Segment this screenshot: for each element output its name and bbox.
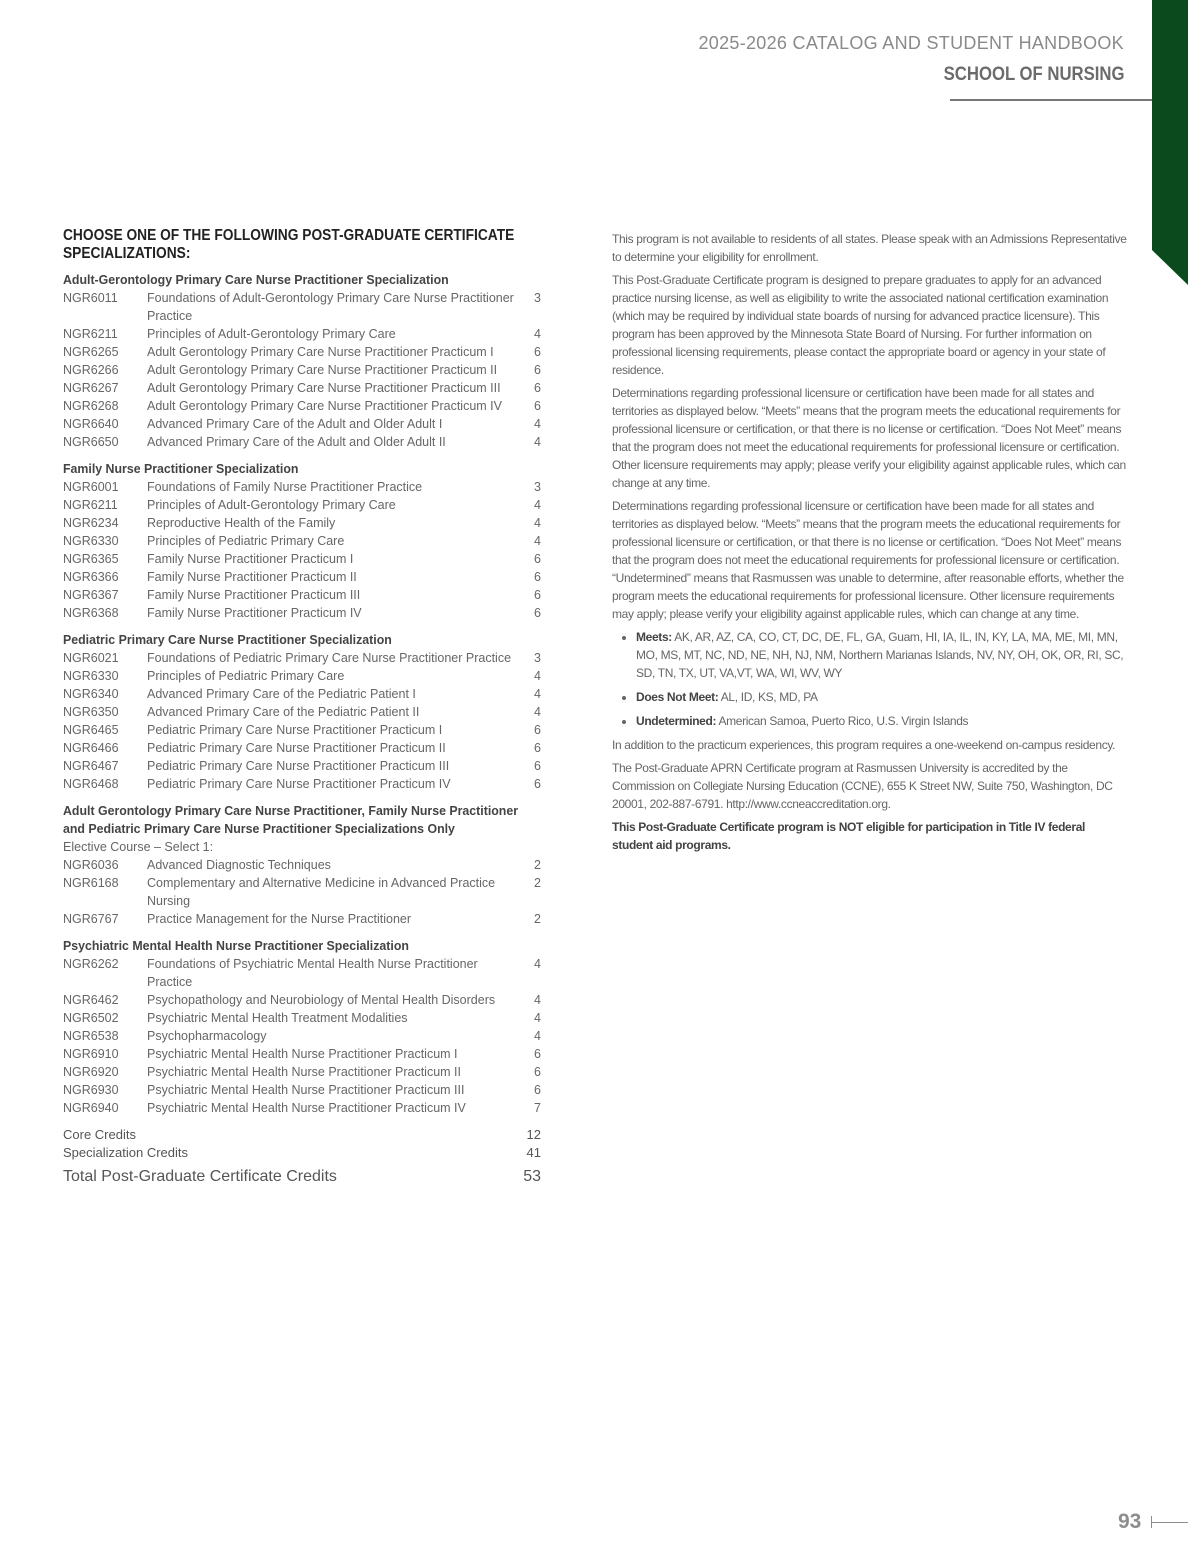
specialization-block bbox=[63, 460, 541, 622]
course-code: NGR6211 bbox=[63, 327, 118, 341]
course-name: Psychiatric Mental Health Nurse Practitioner Practicum I bbox=[147, 1047, 458, 1061]
course-row bbox=[63, 343, 541, 361]
meets-item bbox=[636, 628, 1127, 682]
course-row bbox=[63, 667, 541, 685]
course-code: NGR6368 bbox=[63, 606, 119, 620]
section-heading: CHOOSE ONE OF THE FOLLOWING POST-GRADUATE CERTIFICATE SPECIALIZATIONS: bbox=[63, 227, 515, 262]
course-code: NGR6350 bbox=[63, 705, 119, 719]
course-row bbox=[63, 775, 541, 793]
course-row bbox=[63, 379, 541, 397]
green-corner-tab bbox=[1152, 0, 1188, 285]
course-code: NGR6930 bbox=[63, 1083, 119, 1097]
course-credits: 4 bbox=[534, 327, 541, 341]
specialization-title: Family Nurse Practitioner Specialization bbox=[63, 461, 299, 476]
course-name: Adult Gerontology Primary Care Nurse Practitioner Practicum III bbox=[147, 381, 501, 395]
course-code: NGR6211 bbox=[63, 498, 118, 512]
course-row bbox=[63, 685, 541, 703]
course-credits: 3 bbox=[534, 651, 541, 665]
course-name: Foundations of Pediatric Primary Care Nurse Practitioner Practice bbox=[147, 651, 512, 665]
specialization-credits-value: 41 bbox=[526, 1145, 541, 1160]
school-name: SCHOOL OF NURSING bbox=[943, 64, 1124, 85]
course-credits: 6 bbox=[534, 570, 541, 584]
course-credits: 4 bbox=[534, 705, 541, 719]
course-name: Principles of Pediatric Primary Care bbox=[147, 534, 345, 548]
course-name: Psychopharmacology bbox=[147, 1029, 267, 1043]
course-row bbox=[63, 1081, 541, 1099]
course-name: Foundations of Psychiatric Mental Health Nurse Practitioner Practice bbox=[147, 957, 478, 989]
course-name: Pediatric Primary Care Nurse Practitioner Practicum III bbox=[147, 759, 450, 773]
course-name: Family Nurse Practitioner Practicum IV bbox=[147, 606, 362, 620]
course-code: NGR6265 bbox=[63, 345, 119, 359]
course-name: Advanced Diagnostic Techniques bbox=[147, 858, 331, 872]
course-name: Principles of Adult-Gerontology Primary Care bbox=[147, 327, 396, 341]
course-code: NGR6330 bbox=[63, 669, 119, 683]
course-row bbox=[63, 514, 541, 532]
course-code: NGR6267 bbox=[63, 381, 119, 395]
licensure-paragraph-2: Determinations regarding professional licensure or certification have been made for all states and territories as displayed below. “Meets” means that the program meets the educational requirements for professional licensure or certification, or that there is no license or certification. “Does Not Meet” means that the program does not meet the educational requirements for professional licensure or certification. “Undetermined” means that Rasmussen was unable to determine, after reasonable efforts, whether the program meets the educational requirements for professional licensure. Other licensure requirements may apply; please verify your eligibility against applicable rules, which can change at any time. bbox=[612, 499, 1124, 621]
course-credits: 4 bbox=[534, 957, 541, 971]
specialization-title: Psychiatric Mental Health Nurse Practitioner Specialization bbox=[63, 938, 409, 953]
course-row bbox=[63, 1009, 541, 1027]
course-credits: 6 bbox=[534, 552, 541, 566]
course-row bbox=[63, 757, 541, 775]
does-not-meet-item bbox=[636, 688, 1127, 706]
total-credits-row bbox=[63, 1166, 541, 1188]
course-row bbox=[63, 397, 541, 415]
course-row bbox=[63, 478, 541, 496]
undetermined-item bbox=[636, 712, 1127, 730]
course-credits: 6 bbox=[534, 1083, 541, 1097]
course-name: Pediatric Primary Care Nurse Practitioner Practicum I bbox=[147, 723, 443, 737]
course-name: Family Nurse Practitioner Practicum II bbox=[147, 570, 357, 584]
course-code: NGR6340 bbox=[63, 687, 119, 701]
course-credits: 2 bbox=[534, 912, 541, 926]
course-code: NGR6330 bbox=[63, 534, 119, 548]
course-name: Pediatric Primary Care Nurse Practitioner Practicum IV bbox=[147, 777, 451, 791]
course-code: NGR6268 bbox=[63, 399, 119, 413]
course-code: NGR6940 bbox=[63, 1101, 119, 1115]
course-credits: 6 bbox=[534, 777, 541, 791]
course-code: NGR6367 bbox=[63, 588, 119, 602]
course-credits: 6 bbox=[534, 723, 541, 737]
page-marker-line bbox=[1151, 1522, 1188, 1523]
course-credits: 3 bbox=[534, 291, 541, 305]
course-row bbox=[63, 361, 541, 379]
course-credits: 6 bbox=[534, 606, 541, 620]
course-code: NGR6021 bbox=[63, 651, 119, 665]
course-name: Adult Gerontology Primary Care Nurse Practitioner Practicum IV bbox=[147, 399, 502, 413]
course-code: NGR6266 bbox=[63, 363, 119, 377]
course-row bbox=[63, 532, 541, 550]
total-credits-label: Total Post-Graduate Certificate Credits bbox=[63, 1168, 337, 1185]
course-credits: 6 bbox=[534, 345, 541, 359]
course-credits: 4 bbox=[534, 516, 541, 530]
elective-note: Elective Course – Select 1: bbox=[63, 840, 214, 854]
course-row bbox=[63, 703, 541, 721]
course-code: NGR6920 bbox=[63, 1065, 119, 1079]
course-credits: 6 bbox=[534, 741, 541, 755]
course-row bbox=[63, 289, 541, 325]
course-code: NGR6910 bbox=[63, 1047, 119, 1061]
course-row bbox=[63, 1099, 541, 1117]
specialization-credits-label: Specialization Credits bbox=[63, 1145, 189, 1160]
course-name: Reproductive Health of the Family bbox=[147, 516, 336, 530]
course-name: Adult Gerontology Primary Care Nurse Practitioner Practicum I bbox=[147, 345, 494, 359]
total-credits-value: 53 bbox=[523, 1168, 541, 1185]
course-row bbox=[63, 1063, 541, 1081]
course-row bbox=[63, 721, 541, 739]
course-row bbox=[63, 856, 541, 874]
course-code: NGR6365 bbox=[63, 552, 119, 566]
meets-label: Meets: bbox=[636, 630, 672, 644]
course-credits: 4 bbox=[534, 534, 541, 548]
course-row bbox=[63, 604, 541, 622]
core-credits-value: 12 bbox=[526, 1127, 541, 1142]
course-row bbox=[63, 874, 541, 910]
course-credits: 6 bbox=[534, 1047, 541, 1061]
accreditation-paragraph: The Post-Graduate APRN Certificate program at Rasmussen University is accredited by the Commission on Collegiate Nursing Education (CCNE), 655 K Street NW, Suite 750, Washington, DC 20001, 202-887-6791. http://www.ccneaccreditation.org. bbox=[612, 761, 1113, 811]
availability-paragraph: This program is not available to residents of all states. Please speak with an Admissions Representative to determine your eligibility for enrollment. bbox=[612, 232, 1127, 264]
core-credits-row bbox=[63, 1126, 541, 1144]
course-name: Psychiatric Mental Health Treatment Modalities bbox=[147, 1011, 408, 1025]
course-name: Practice Management for the Nurse Practitioner bbox=[147, 912, 412, 926]
course-row bbox=[63, 550, 541, 568]
course-row bbox=[63, 649, 541, 667]
course-name: Principles of Pediatric Primary Care bbox=[147, 669, 345, 683]
course-code: NGR6466 bbox=[63, 741, 119, 755]
course-name: Principles of Adult-Gerontology Primary Care bbox=[147, 498, 396, 512]
course-row bbox=[63, 568, 541, 586]
core-credits-label: Core Credits bbox=[63, 1127, 136, 1142]
course-name: Psychiatric Mental Health Nurse Practitioner Practicum III bbox=[147, 1083, 465, 1097]
course-credits: 4 bbox=[534, 435, 541, 449]
course-name: Pediatric Primary Care Nurse Practitioner Practicum II bbox=[147, 741, 446, 755]
specialization-block bbox=[63, 271, 541, 451]
does-not-meet-states: AL, ID, KS, MD, PA bbox=[718, 690, 818, 704]
course-name: Psychiatric Mental Health Nurse Practitioner Practicum IV bbox=[147, 1101, 466, 1115]
course-credits: 6 bbox=[534, 759, 541, 773]
course-name: Psychiatric Mental Health Nurse Practitioner Practicum II bbox=[147, 1065, 461, 1079]
course-row bbox=[63, 739, 541, 757]
course-credits: 6 bbox=[534, 363, 541, 377]
course-name: Psychopathology and Neurobiology of Mental Health Disorders bbox=[147, 993, 496, 1007]
catalog-title: 2025-2026 CATALOG AND STUDENT HANDBOOK bbox=[698, 33, 1124, 53]
undetermined-label: Undetermined: bbox=[636, 714, 717, 728]
does-not-meet-label: Does Not Meet: bbox=[636, 690, 719, 704]
specialization-block bbox=[63, 802, 541, 928]
course-code: NGR6168 bbox=[63, 876, 119, 890]
course-code: NGR6011 bbox=[63, 291, 118, 305]
course-row bbox=[63, 586, 541, 604]
course-credits: 6 bbox=[534, 381, 541, 395]
course-credits: 3 bbox=[534, 480, 541, 494]
course-code: NGR6036 bbox=[63, 858, 119, 872]
specialization-credits-row bbox=[63, 1144, 541, 1162]
course-code: NGR6468 bbox=[63, 777, 119, 791]
course-code: NGR6465 bbox=[63, 723, 119, 737]
course-code: NGR6001 bbox=[63, 480, 119, 494]
course-code: NGR6262 bbox=[63, 957, 119, 971]
title-iv-notice: This Post-Graduate Certificate program is NOT eligible for participation in Title IV federal student aid programs. bbox=[612, 820, 1086, 852]
program-purpose-paragraph: This Post-Graduate Certificate program is designed to prepare graduates to apply for an advanced practice nursing license, as well as eligibility to write the associated national certification examination (which may be required by individual state boards of nursing for advanced practice licensure). This program has been approved by the Minnesota State Board of Nursing. For further information on professional licensing requirements, please contact the appropriate board or agency in your state of residence. bbox=[612, 273, 1109, 377]
residency-paragraph: In addition to the practicum experiences, this program requires a one-weekend on-campus residency. bbox=[612, 738, 1116, 752]
course-credits: 4 bbox=[534, 1011, 541, 1025]
course-row bbox=[63, 325, 541, 343]
course-row bbox=[63, 433, 541, 451]
specializations bbox=[63, 271, 541, 1117]
course-name: Advanced Primary Care of the Pediatric Patient I bbox=[147, 687, 416, 701]
page-number: 93 bbox=[1118, 1510, 1142, 1533]
undetermined-states: American Samoa, Puerto Rico, U.S. Virgin Islands bbox=[716, 714, 969, 728]
course-credits: 4 bbox=[534, 498, 541, 512]
course-name: Advanced Primary Care of the Adult and Older Adult I bbox=[147, 417, 443, 431]
specialization-block bbox=[63, 631, 541, 793]
course-name: Family Nurse Practitioner Practicum I bbox=[147, 552, 354, 566]
specialization-title: Pediatric Primary Care Nurse Practitioner Specialization bbox=[63, 632, 392, 647]
course-code: NGR6234 bbox=[63, 516, 119, 530]
course-name: Foundations of Adult-Gerontology Primary Care Nurse Practitioner Practice bbox=[147, 291, 514, 323]
course-code: NGR6767 bbox=[63, 912, 119, 926]
course-name: Advanced Primary Care of the Pediatric Patient II bbox=[147, 705, 420, 719]
course-row bbox=[63, 910, 541, 928]
course-credits: 2 bbox=[534, 876, 541, 890]
course-row bbox=[63, 496, 541, 514]
course-credits: 4 bbox=[534, 669, 541, 683]
course-code: NGR6467 bbox=[63, 759, 119, 773]
course-row bbox=[63, 1045, 541, 1063]
course-name: Family Nurse Practitioner Practicum III bbox=[147, 588, 361, 602]
header-divider bbox=[950, 99, 1152, 101]
course-code: NGR6640 bbox=[63, 417, 119, 431]
course-name: Adult Gerontology Primary Care Nurse Practitioner Practicum II bbox=[147, 363, 498, 377]
course-credits: 6 bbox=[534, 399, 541, 413]
course-row bbox=[63, 1027, 541, 1045]
course-credits: 4 bbox=[534, 1029, 541, 1043]
course-code: NGR6502 bbox=[63, 1011, 119, 1025]
course-row bbox=[63, 415, 541, 433]
credit-summary bbox=[63, 1126, 541, 1188]
course-credits: 7 bbox=[534, 1101, 541, 1115]
course-credits: 4 bbox=[534, 687, 541, 701]
specialization-title: Adult-Gerontology Primary Care Nurse Practitioner Specialization bbox=[63, 272, 449, 287]
licensure-paragraph-1: Determinations regarding professional licensure or certification have been made for all states and territories as displayed below. “Meets” means that the program meets the educational requirements for professional licensure or certification, or that there is no license or certification. “Does Not Meet” means that the program does not meet the educational requirements for professional licensure or certification. Other licensure requirements may apply; please verify your eligibility against applicable rules, which can change at any time. bbox=[612, 386, 1126, 490]
course-name: Advanced Primary Care of the Adult and Older Adult II bbox=[147, 435, 446, 449]
specialization-block bbox=[63, 937, 541, 1117]
course-row bbox=[63, 955, 541, 991]
licensure-status-list bbox=[612, 628, 1127, 730]
course-code: NGR6462 bbox=[63, 993, 119, 1007]
course-credits: 4 bbox=[534, 993, 541, 1007]
meets-states: AK, AR, AZ, CA, CO, CT, DC, DE, FL, GA, Guam, HI, IA, IL, IN, KY, LA, MA, ME, MI, MN, MO, MS, MT, NC, ND, NE, NH, NJ, NM, Northern Marianas Islands, NV, NY, OH, OK, OR, RI, SC, SD, TN, TX, UT, VA,VT, WA, WI, WV, WY bbox=[636, 630, 1124, 680]
course-credits: 6 bbox=[534, 588, 541, 602]
course-name: Complementary and Alternative Medicine in Advanced Practice Nursing bbox=[147, 876, 496, 908]
course-credits: 6 bbox=[534, 1065, 541, 1079]
course-credits: 4 bbox=[534, 417, 541, 431]
course-code: NGR6366 bbox=[63, 570, 119, 584]
course-code: NGR6650 bbox=[63, 435, 119, 449]
course-code: NGR6538 bbox=[63, 1029, 119, 1043]
course-name: Foundations of Family Nurse Practitioner Practice bbox=[147, 480, 423, 494]
program-info-column bbox=[612, 230, 1127, 859]
course-credits: 2 bbox=[534, 858, 541, 872]
specialization-title: Adult Gerontology Primary Care Nurse Practitioner, Family Nurse Practitioner and Pediatric Primary Care Nurse Practitioner Specializations Only bbox=[63, 803, 519, 836]
course-row bbox=[63, 991, 541, 1009]
course-list-column bbox=[63, 227, 541, 1188]
